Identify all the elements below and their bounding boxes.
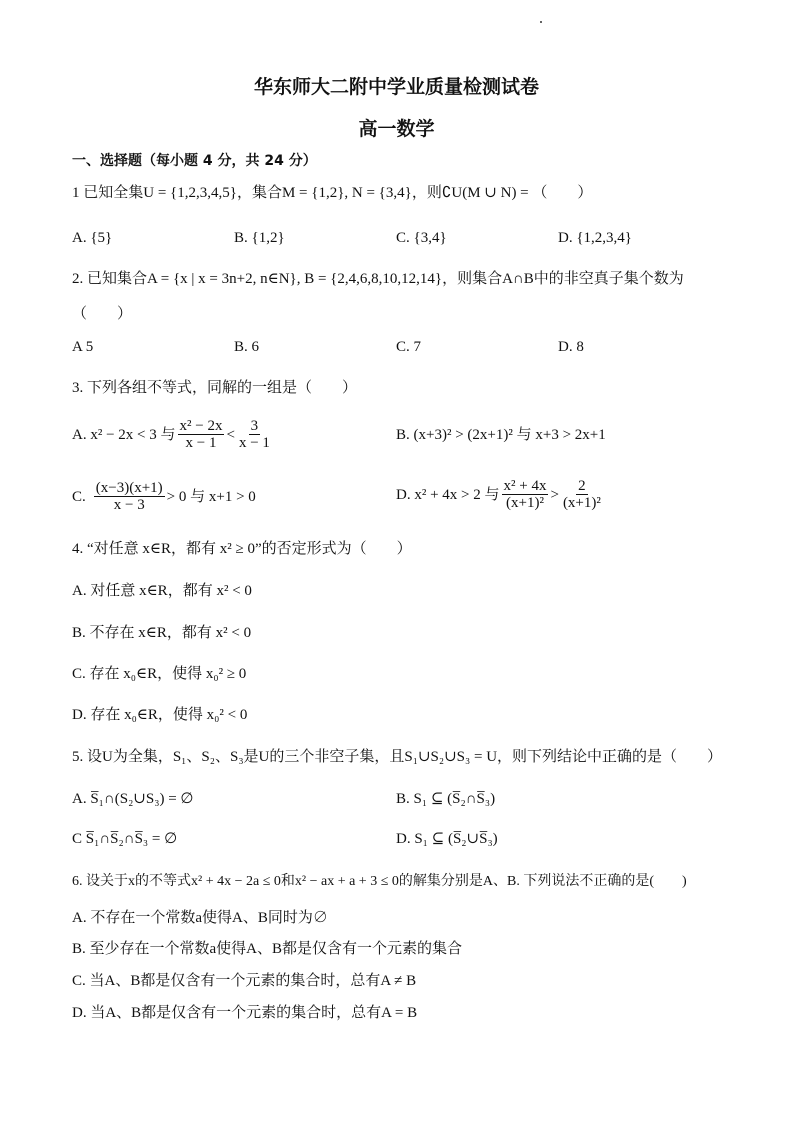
q3-a-right-numerator: 3 — [250, 418, 259, 434]
q3-c-rest: > 0 与 x+1 > 0 — [166, 488, 256, 505]
q1-option-a: A. {5} — [72, 230, 113, 246]
q3-a-fraction-right — [237, 418, 272, 451]
q1-option-c: C. {3,4} — [396, 230, 447, 246]
q3-a-text: A. x² − 2x < 3 与 — [72, 426, 176, 443]
q6-option-a: A. 不存在一个常数a使得A、B同时为∅ — [72, 910, 328, 926]
q1-option-b: B. {1,2} — [234, 230, 285, 246]
q4-option-b: B. 不存在 x∈R，都有 x² < 0 — [72, 625, 252, 641]
q3-option-b: B. (x+3)² > (2x+1)² 与 x+3 > 2x+1 — [396, 427, 606, 443]
q3-a-fraction — [178, 418, 225, 451]
question-6-stem: 6. 设关于x的不等式x² + 4x − 2a ≤ 0和x² − ax + a + 3 ≤ 0的解集分别是A、B. 下列说法不正确的是( ) — [72, 874, 687, 889]
q3-d-denominator: (x+1)² — [506, 495, 544, 511]
q3-d-numerator: x² + 4x — [503, 478, 547, 494]
q3-a-relation: < — [226, 426, 235, 443]
q3-a-numerator: x² − 2x — [179, 418, 223, 434]
q1-option-d: D. {1,2,3,4} — [558, 230, 632, 246]
q6-option-c: C. 当A、B都是仅含有一个元素的集合时，总有A ≠ B — [72, 973, 417, 989]
question-5-stem: 5. 设U为全集，S₁、S₂、S₃是U的三个非空子集，且S₁∪S₂∪S₃ = U，则下列结论中正确的是（ ） — [72, 749, 723, 765]
q4-option-d: D. 存在 x₀∈R，使得 x₀² < 0 — [72, 707, 248, 723]
q5-option-d: D. S₁ ⊆ (S̅₂∪S̅₃) — [396, 831, 498, 847]
q4-option-a: A. 对任意 x∈R，都有 x² < 0 — [72, 583, 252, 599]
question-2-stem-cont: （ ） — [72, 306, 133, 322]
q3-d-right-numerator: 2 — [578, 478, 586, 494]
question-2-stem: 2. 已知集合A = {x | x = 3n+2, n∈N}, B = {2,4,6,8,10,12,14}，则集合A∩B中的非空真子集个数为 — [72, 271, 684, 287]
q3-d-fraction — [502, 478, 549, 511]
q3-c-label: C. — [72, 488, 86, 505]
q6-option-b: B. 至少存在一个常数a使得A、B都是仅含有一个元素的集合 — [72, 941, 463, 957]
q6-option-d: D. 当A、B都是仅含有一个元素的集合时，总有A = B — [72, 1005, 418, 1021]
q3-d-right-denominator: (x+1)² — [562, 495, 601, 511]
exam-title: 华东师大二附中学业质量检测试卷 — [253, 76, 539, 98]
q5-option-c: C S̅₁∩S̅₂∩S̅₃ = ∅ — [72, 831, 178, 847]
question-1-stem: 1 已知全集U = {1,2,3,4,5}，集合M = {1,2}, N = {3,4}，则∁U(M ∪ N) = （ ） — [72, 185, 593, 201]
q4-option-c: C. 存在 x₀∈R，使得 x₀² ≥ 0 — [72, 666, 247, 682]
section-heading: 一、选择题（每小题 4 分，共 24 分） — [72, 153, 317, 169]
question-3-stem: 3. 下列各组不等式，同解的一组是（ ） — [72, 380, 358, 396]
q3-a-right-denominator: x − 1 — [238, 435, 270, 451]
q2-option-b: B. 6 — [234, 339, 260, 355]
q3-a-denominator: x − 1 — [185, 435, 217, 451]
q3-d-fraction-right — [561, 478, 603, 511]
q2-option-a: A 5 — [72, 339, 94, 355]
q3-option-a — [72, 418, 274, 451]
q3-option-c — [72, 480, 256, 513]
q5-option-b: B. S₁ ⊆ (S̅₂∩S̅₃) — [396, 791, 496, 807]
q5-option-a: A. S̅₁∩(S₂∪S₃) = ∅ — [72, 791, 194, 807]
exam-subtitle: 高一数学 — [358, 118, 435, 140]
q3-c-fraction — [94, 480, 165, 513]
q3-c-numerator: (x−3)(x+1) — [95, 480, 163, 496]
q3-option-d — [396, 478, 605, 511]
q3-d-relation: > — [550, 486, 559, 503]
q3-d-text: D. x² + 4x > 2 与 — [396, 486, 500, 503]
scan-dot — [540, 21, 542, 23]
q2-option-c: C. 7 — [396, 339, 422, 355]
question-4-stem: 4. “对任意 x∈R，都有 x² ≥ 0”的否定形式为（ ） — [72, 541, 412, 557]
q3-c-denominator: x − 3 — [113, 497, 145, 513]
q2-option-d: D. 8 — [558, 339, 584, 355]
